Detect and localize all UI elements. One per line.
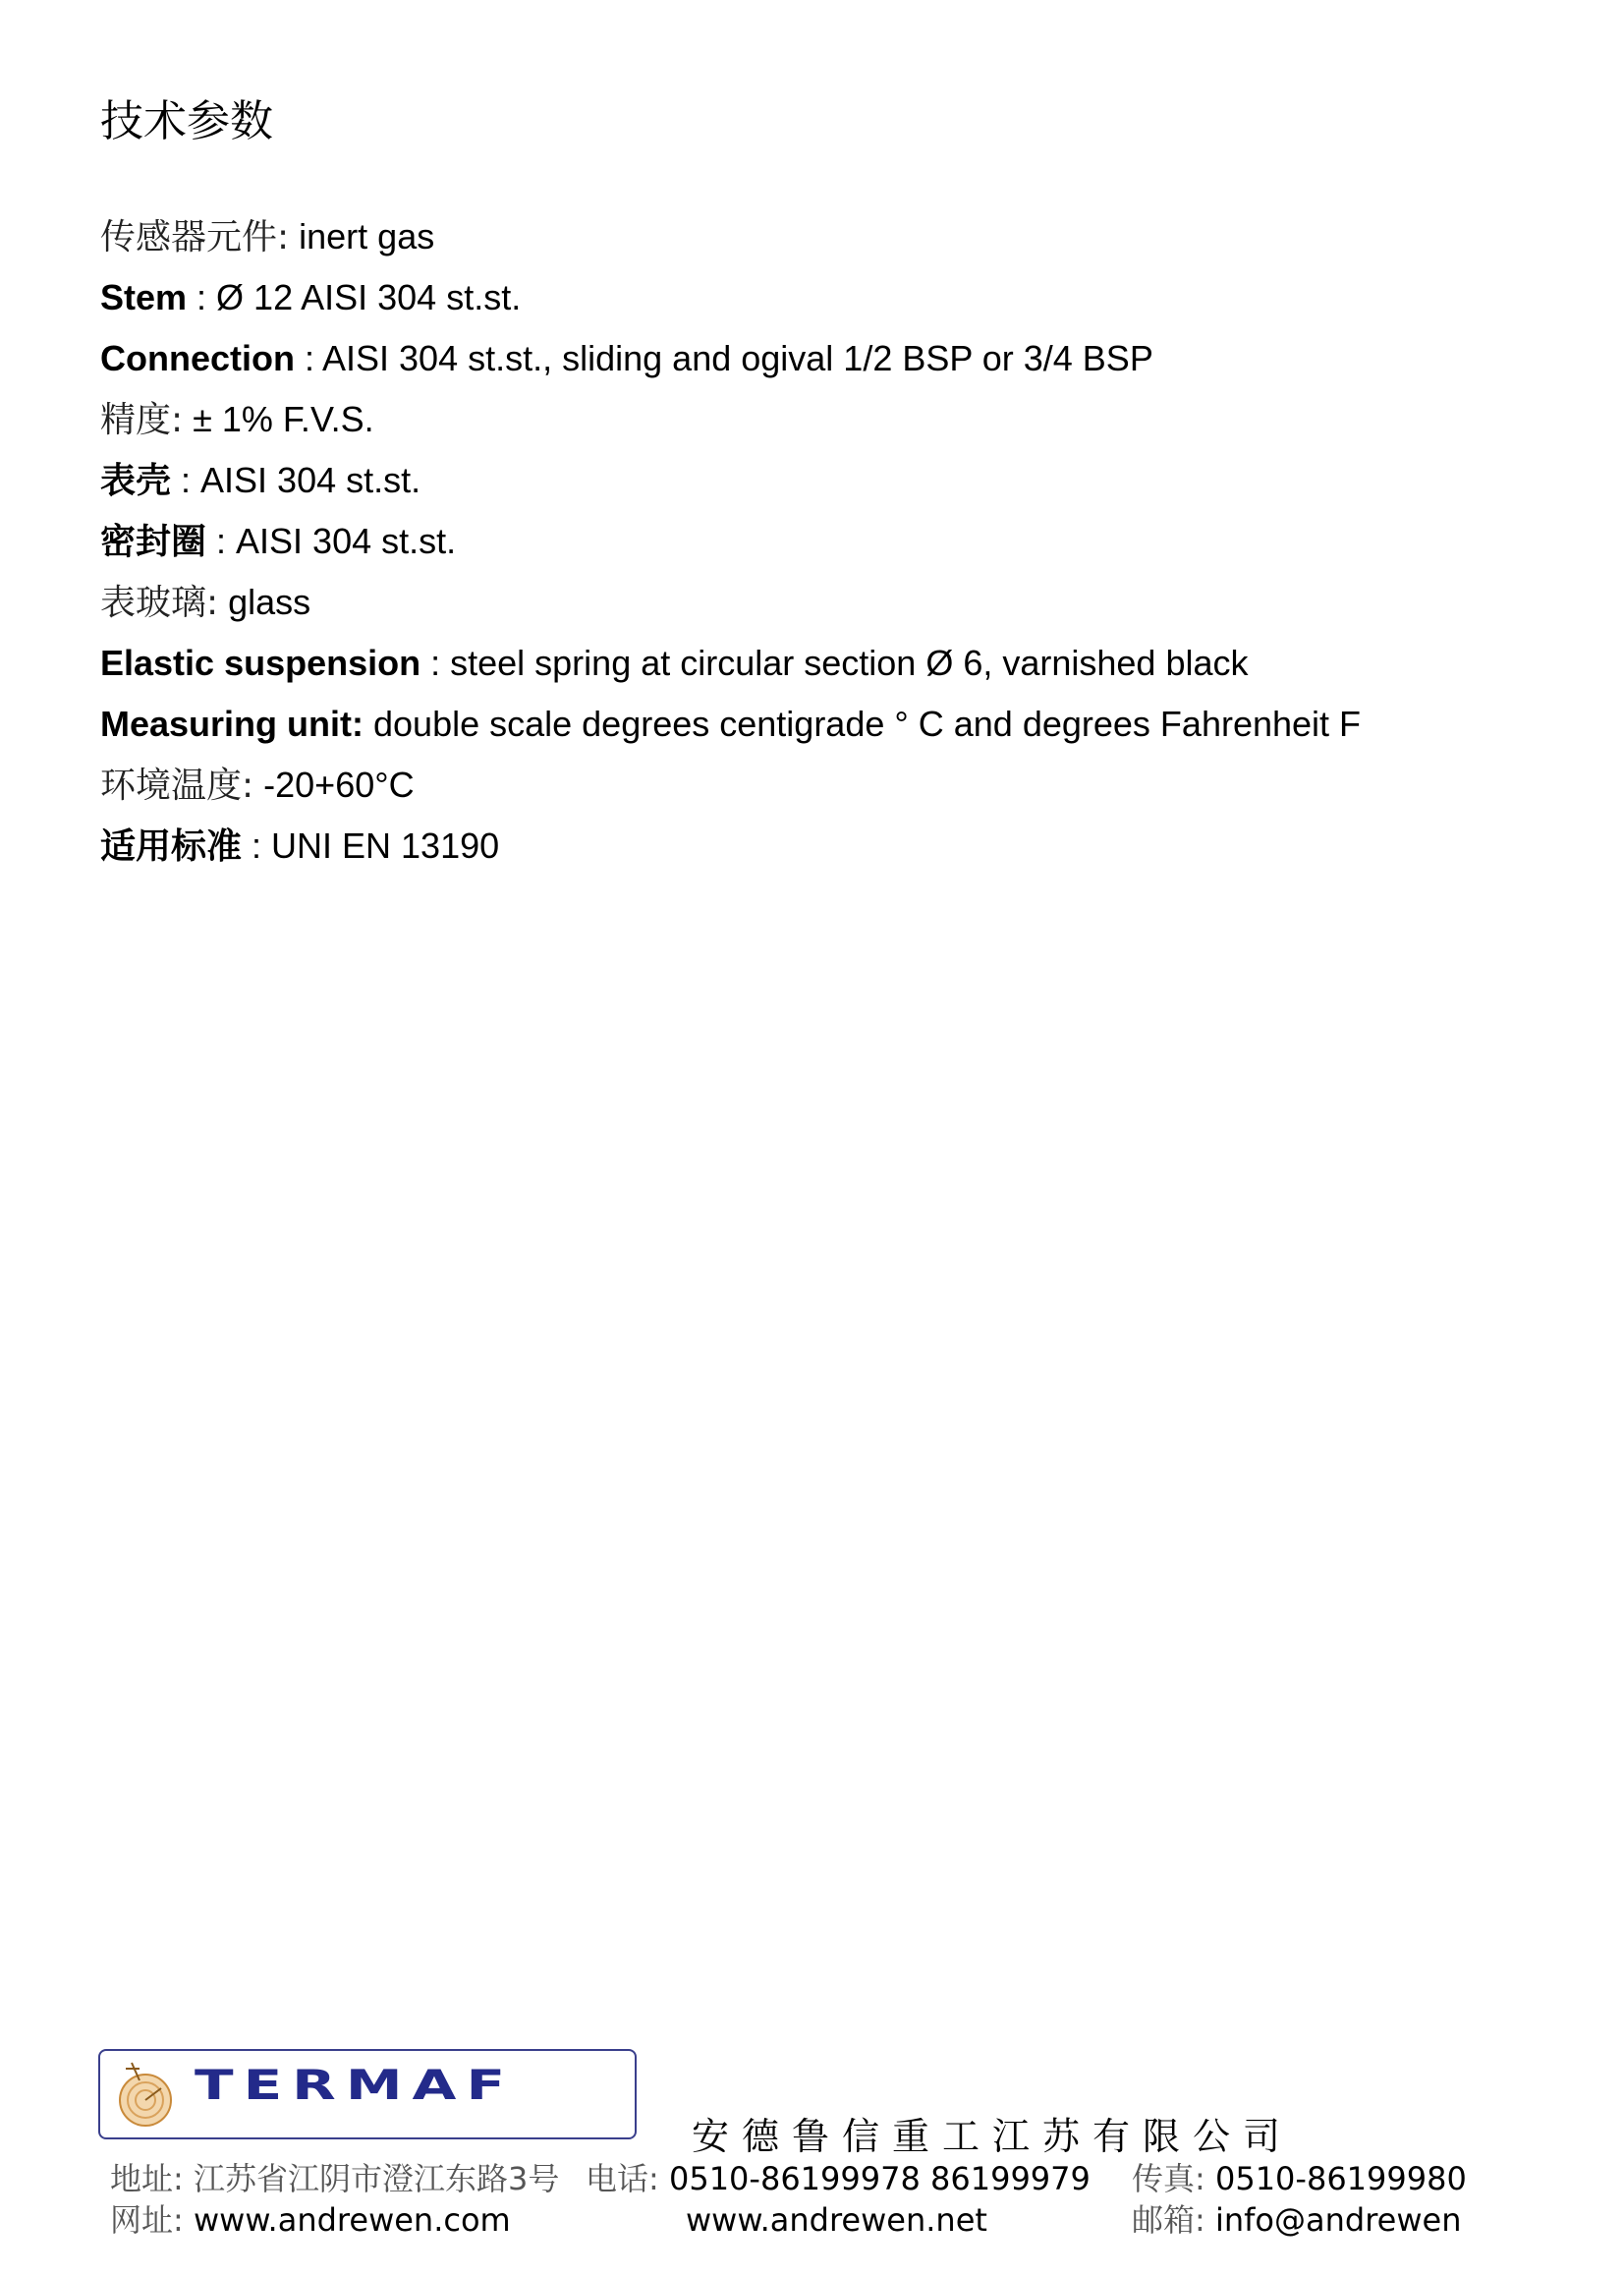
spec-row [100, 389, 1554, 450]
web-line-net [686, 2200, 987, 2240]
spec-row [100, 816, 1554, 877]
email-label: 邮箱: [1132, 2201, 1205, 2239]
spec-row [100, 267, 1554, 328]
address-label: 地址: [110, 2160, 184, 2197]
spec-row [100, 572, 1554, 633]
spec-value: : UNI EN 13190 [242, 825, 500, 866]
fax-value: 0510-86199980 [1214, 2160, 1467, 2197]
thermometer-dial-icon [110, 2059, 181, 2130]
page-title: 技术参数 [100, 96, 273, 146]
spec-value: : AISI 304 st.st. [171, 460, 421, 500]
address-value: 江苏省江阴市澄江东路3号 [193, 2160, 560, 2197]
termaf-logo [98, 2049, 637, 2139]
fax-label: 传真: [1132, 2160, 1205, 2197]
spec-label: Elastic suspension [100, 643, 421, 683]
address-line [110, 2159, 559, 2198]
spec-label: 环境温度: [100, 766, 254, 806]
spec-value: : AISI 304 st.st., sliding and ogival 1/2 BSP or 3/4 BSP [294, 338, 1153, 378]
page-footer [98, 2049, 1533, 2246]
spec-label: 适用标准 [100, 826, 243, 867]
email-link[interactable]: info@andrewen [1214, 2201, 1462, 2239]
web-link-net[interactable]: www.andrewen.net [686, 2201, 987, 2239]
spec-label: 精度: [100, 400, 184, 440]
phone-label: 电话: [586, 2160, 659, 2197]
spec-row [100, 511, 1554, 572]
spec-value: : Ø 12 AISI 304 st.st. [187, 277, 522, 317]
web-label: 网址: [110, 2201, 184, 2239]
spec-row [100, 633, 1554, 694]
spec-row [100, 328, 1554, 389]
fax-line [1132, 2159, 1467, 2198]
web-link-com[interactable]: www.andrewen.com [193, 2201, 511, 2239]
spec-row [100, 450, 1554, 511]
spec-label: 表壳 [100, 461, 172, 501]
email-line [1132, 2200, 1461, 2240]
spec-row [100, 206, 1554, 267]
spec-list [100, 206, 1554, 877]
spec-row [100, 694, 1554, 755]
spec-value: -20+60°C [253, 765, 415, 805]
spec-value: double scale degrees centigrade ° C and degrees Fahrenheit F [364, 704, 1362, 744]
phone-value: 0510-86199978 86199979 [668, 2160, 1091, 2197]
spec-row [100, 755, 1554, 816]
spec-label: 表玻璃: [100, 583, 219, 623]
spec-value: ± 1% F.V.S. [183, 399, 374, 439]
spec-value: glass [218, 582, 311, 622]
logo-wordmark: TERMAF [195, 2061, 516, 2109]
spec-label: Stem [100, 277, 188, 317]
spec-value: : steel spring at circular section Ø 6, varnished black [420, 643, 1249, 683]
phone-line [586, 2159, 1091, 2198]
spec-label: Connection [100, 338, 295, 378]
web-line [110, 2200, 511, 2240]
spec-value: : AISI 304 st.st. [206, 521, 457, 561]
company-name: 安德鲁信重工江苏有限公司 [692, 2115, 1294, 2158]
spec-label: 传感器元件: [100, 217, 290, 257]
spec-label: 密封圈 [100, 522, 207, 562]
spec-value: inert gas [289, 216, 435, 256]
spec-label: Measuring unit: [100, 704, 364, 744]
